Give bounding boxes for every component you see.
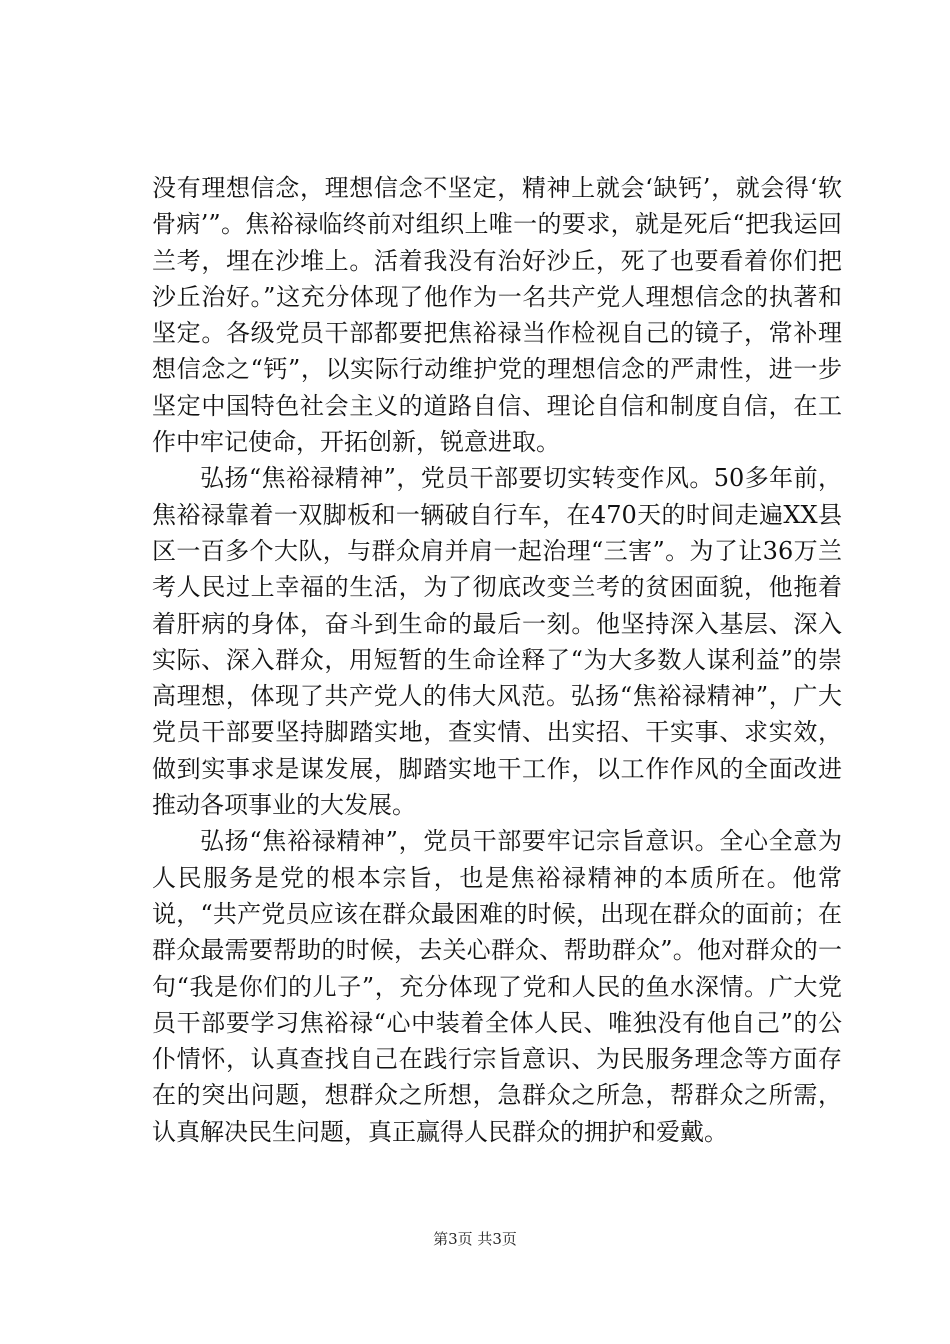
paragraph-work-style: 弘扬“焦裕禄精神”，党员干部要切实转变作风。50多年前，焦裕禄靠着一双脚板和一辆破自行车，在470天的时间走遍XX县区一百多个大队，与群众肩并肩一起治理“三害”。为了让36万兰考人民过上幸福的生活，为了彻底改变兰考的贫困面貌，他拖着着肝病的身体，奋斗到生命的最后一刻。他坚持深入基层、深入实际、深入群众，用短暂的生命诠释了“为大多数人谋利益”的崇高理想，体现了共产党人的伟大风范。弘扬“焦裕禄精神”，广大党员干部要坚持脚踏实地，查实情、出实招、干实事、求实效，做到实事求是谋发展，脚踏实地干工作，以工作作风的全面改进推动各项事业的大发展。 [152,464,842,820]
page-footer [0,1228,950,1249]
document-body [152,170,842,1150]
paragraph-continuation: 没有理想信念，理想信念不坚定，精神上就会‘缺钙’，就会得‘软骨病’”。焦裕禄临终前对组织上唯一的要求，就是死后“把我运回兰考，埋在沙堆上。活着我没有治好沙丘，死了也要看着你们把沙丘治好。”这充分体现了他作为一名共产党人理想信念的执著和坚定。各级党员干部都要把焦裕禄当作检视自己的镜子，常补理想信念之“钙”，以实际行动维护党的理想信念的严肃性，进一步坚定中国特色社会主义的道路自信、理论自信和制度自信，在工作中牢记使命，开拓创新，锐意进取。 [152,174,842,457]
paragraph-purpose-awareness: 弘扬“焦裕禄精神”，党员干部要牢记宗旨意识。全心全意为人民服务是党的根本宗旨，也是焦裕禄精神的本质所在。他常说，“共产党员应该在群众最困难的时候，出现在群众的面前；在群众最需要帮助的时候，去关心群众、帮助群众”。他对群众的一句“我是你们的儿子”，充分体现了党和人民的鱼水深情。广大党员干部要学习焦裕禄“心中装着全体人民、唯独没有他自己”的公仆情怀，认真查找自己在践行宗旨意识、为民服务理念等方面存在的突出问题，想群众之所想，急群众之所急，帮群众之所需，认真解决民生问题，真正赢得人民群众的拥护和爱戴。 [152,827,842,1146]
page-number: 第3页 共3页 [433,1230,517,1248]
